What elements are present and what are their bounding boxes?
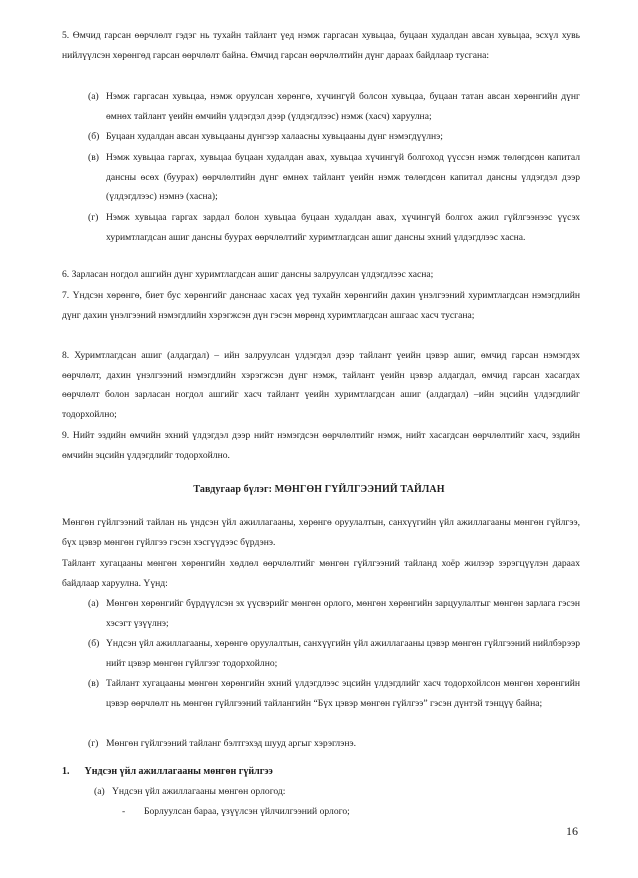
list-marker: (а)	[88, 91, 99, 102]
list-item-text: Буцаан худалдан авсан хувьцааны дүнгээр халаасны хувьцааны дүнг нэмэгдүүлнэ;	[106, 131, 443, 142]
list-item-v	[88, 148, 580, 207]
list-item-g	[88, 208, 580, 247]
page-number: 16	[566, 824, 578, 838]
list-item-g	[88, 734, 580, 754]
list-marker: (б)	[88, 638, 100, 649]
bullet-marker: -	[122, 806, 126, 817]
list-marker: (г)	[88, 738, 99, 749]
list-item-v	[88, 674, 580, 713]
list-marker: (а)	[88, 598, 99, 609]
list-marker: (г)	[88, 212, 99, 223]
list-item-b	[88, 127, 580, 147]
paragraph-item-5: 5. Өмчид гарсан өөрчлөлт гэдэг нь тухайн тайлант үед нэмж гаргасан хувьцаа, буцаан худалдан авсан хувьцаа, эсхүл хувь нийлүүлсэн хөрөнгөд гарсан өөрчлөлт байна. Өмчид гарсан өөрчлөлтийн дүнг дараах байдлаар тусгана:	[62, 30, 580, 61]
bullet-item	[122, 802, 582, 822]
list-item-text: Нэмж хувьцаа гаргах зардал болон хувьцаа буцаан худалдан авах, хүчингүй болгох ажил гүйлгээнээс үүсэх хуримтлагдсан ашиг дансны буурах өөрчлөлтийг хуримтлагдсан ашиг дансны эхний үлдэгдлээс хасна.	[106, 212, 580, 243]
list-item-a	[88, 594, 580, 633]
paragraph-item-7: 7. Үндсэн хөрөнгө, биет бус хөрөнгийг данснаас хасах үед тухайн хөрөнгийн дахин үнэлгээний хуримтлагдсан нэмэгдлийн дүнг дахин үнэлгээний нэмэгдлийн хэрэгжсэн дүн гэсэн мөрөнд хуримтлагдсан ашгаас хасч тусгана;	[62, 290, 580, 321]
paragraph-item-9: 9. Нийт эздийн өмчийн эхний үлдэгдэл дээр нийт нэмэгдсэн өөрчлөлтийг нэмж, нийт хасагдсан өөрчлөлтийг хасч, эздийн өмчийн эцсийн үлдэгдлийг тодорхойлно.	[62, 430, 580, 461]
list-marker: (в)	[88, 678, 99, 689]
section-heading	[62, 762, 580, 782]
list-marker: (б)	[88, 131, 100, 142]
list-item-b	[88, 634, 580, 673]
paragraph-item-6: 6. Зарласан ногдол ашгийн дүнг хуримтлагдсан ашиг дансны залруулсан үлдэгдлээс хасна;	[62, 269, 434, 280]
chapter-heading: Тавдугаар бүлэг: МӨНГӨН ГҮЙЛГЭЭНИЙ ТАЙЛАН	[193, 484, 445, 495]
list-item-text: Нэмж хувьцаа гаргах, хувьцаа буцаан худалдан авах, хувьцаа хүчингүй болгоход үүссэн нэмж төлөгдсөн капитал дансны өсөх (буурах) өөрчлөлтийн дүнг өмнөх тайлант үеийн нэмж төлөгдсөн капитал дансны үлдэгдэл дээр (үлдэгдлээс) нэмнэ (хасна);	[106, 152, 580, 203]
list-item-text: Нэмж гаргасан хувьцаа, нэмж оруулсан хөрөнгө, хүчингүй болсон хувьцаа, буцаан татан авсан хөрөнгийн дүнг өмнөх тайлант үеийн өмчийн үлдэгдэл дээр (үлдэгдлээс) нэмж (хасч) харуулна;	[106, 91, 580, 122]
section-subitem	[94, 782, 586, 802]
list-item-text: Үндсэн үйл ажиллагааны мөнгөн орлогод:	[112, 786, 286, 797]
list-marker: (в)	[88, 152, 99, 163]
list-marker: (а)	[94, 786, 105, 797]
list-item-text: Мөнгөн хөрөнгийг бүрдүүлсэн эх үүсвэрийг мөнгөн орлого, мөнгөн хөрөнгийн зарцуулалтыг мөнгөн зарлага гэсэн хэсэгт үзүүлнэ;	[106, 598, 580, 629]
section-title: Үндсэн үйл ажиллагааны мөнгөн гүйлгээ	[84, 766, 273, 777]
intro-paragraph: Мөнгөн гүйлгээний тайлан нь үндсэн үйл ажиллагааны, хөрөнгө оруулалтын, санхүүгийн үйл ажиллагааны мөнгөн гүйлгээ, бүх цэвэр мөнгөн гүйлгээ гэсэн хэсгүүдээс бүрдэнэ.	[62, 517, 580, 548]
paragraph-item-8: 8. Хуримтлагдсан ашиг (алдагдал) – ийн залруулсан үлдэгдэл дээр тайлант үеийн цэвэр ашиг, өмчид гарсан нэмэгдэх өөрчлөлт, дахин үнэлгээний нэмэгдлийн хэрэгжсэн дүнг нэмж, тайлант үеийн цэвэр алдагдал, өмчид гарсан хасагдах өөрчлөлт болон зарласан ногдол ашгийг хасч тайлант үеийн хуримтлагдсан ашиг (алдагдал) –ийн эцсийн үлдэгдлийг тодорхойлно;	[62, 350, 580, 420]
list-item-text: Мөнгөн гүйлгээний тайланг бэлтгэхэд шууд аргыг хэрэглэнэ.	[106, 738, 356, 749]
list-item-a	[88, 87, 580, 126]
list-item-text: Тайлант хугацааны мөнгөн хөрөнгийн эхний үлдэгдлээс эцсийн үлдэгдлийг хасч тодорхойлсон мөнгөн хөрөнгийн цэвэр өөрчлөлт нь мөнгөн гүйлгээний тайлангийн “Бүх цэвэр мөнгөн гүйлгээ” гэсэн дүнтэй тэнцүү байна;	[106, 678, 580, 709]
list-item-text: Үндсэн үйл ажиллагааны, хөрөнгө оруулалтын, санхүүгийн үйл ажиллагааны цэвэр мөнгөн гүйлгээний нийлбэрээр нийт цэвэр мөнгөн гүйлгээг тодорхойлно;	[106, 638, 580, 669]
intro-paragraph: Тайлант хугацааны мөнгөн хөрөнгийн хөдлөл өөрчлөлтийг мөнгөн гүйлгээний тайланд хоёр жилээр зэрэгцүүлэн дараах байдлаар харуулна. Үүнд:	[62, 558, 580, 589]
section-number: 1.	[62, 766, 70, 777]
bullet-text: Борлуулсан бараа, үзүүлсэн үйлчилгээний орлого;	[144, 806, 350, 817]
